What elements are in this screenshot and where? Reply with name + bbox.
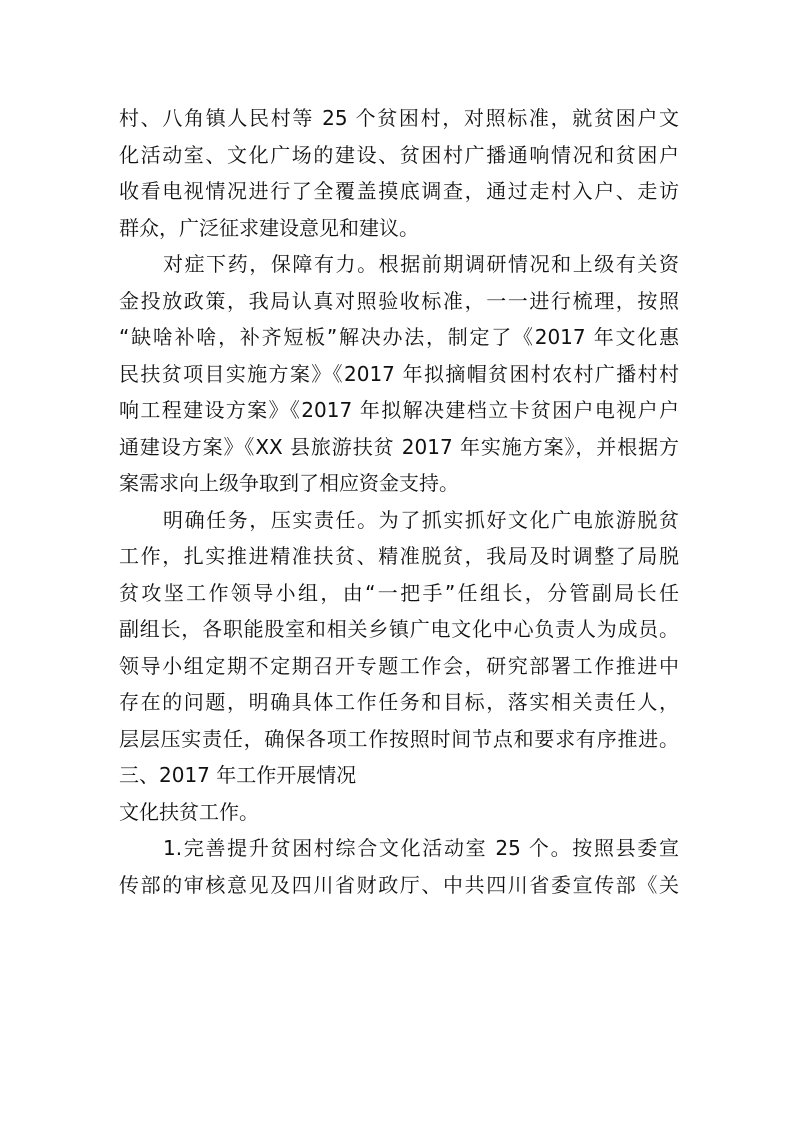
text-line: 存在的问题，明确具体工作任务和目标，落实相关责任人， [119, 690, 679, 714]
text-line: 响工程建设方案》《2017 年拟解决建档立卡贫困户电视户户 [119, 398, 679, 422]
text-line: 传部的审核意见及四川省财政厅、中共四川省委宣传部《关 [119, 872, 679, 897]
paragraph-start-line: 1.完善提升贫困村综合文化活动室 25 个。按照县委宣 [163, 836, 679, 860]
text-line: 工作，扎实推进精准扶贫、精准脱贫，我局及时调整了局脱 [119, 544, 679, 568]
text-line: 金投放政策，我局认真对照验收标准，一一进行梳理，按照 [119, 288, 679, 313]
subsection-heading: 文化扶贫工作。 [119, 799, 259, 824]
text-line: 化活动室、文化广场的建设、贫困村广播通响情况和贫困户 [119, 142, 679, 167]
text-line: 案需求向上级争取到了相应资金支持。 [119, 471, 459, 495]
text-line: 通建设方案》《XX 县旅游扶贫 2017 年实施方案》，并根据方 [119, 434, 679, 459]
text-line: 贫攻坚工作领导小组，由“一把手”任组长，分管副局长任 [119, 580, 679, 605]
text-line: 层层压实责任，确保各项工作按照时间节点和要求有序推进。 [119, 726, 679, 751]
text-line: 副组长，各职能股室和相关乡镇广电文化中心负责人为成员。 [119, 617, 679, 641]
text-line: 领导小组定期不定期召开专题工作会，研究部署工作推进中 [119, 653, 679, 678]
paragraph-start-line: 对症下药，保障有力。根据前期调研情况和上级有关资 [163, 252, 679, 276]
body-text [119, 100, 679, 903]
paragraph-start-line: 明确任务，压实责任。为了抓实抓好文化广电旅游脱贫 [163, 507, 679, 532]
section-heading: 三、2017 年工作开展情况 [119, 763, 357, 787]
text-line: 民扶贫项目实施方案》《2017 年拟摘帽贫困村农村广播村村 [119, 361, 679, 386]
text-line: 村、八角镇人民村等 25 个贫困村，对照标准，就贫困户文 [119, 106, 679, 130]
text-line: 群众，广泛征求建设意见和建议。 [119, 215, 419, 240]
text-line: 收看电视情况进行了全覆盖摸底调查，通过走村入户、走访 [119, 179, 679, 203]
text-line: “缺啥补啥，补齐短板”解决办法，制定了《2017 年文化惠 [119, 325, 679, 349]
